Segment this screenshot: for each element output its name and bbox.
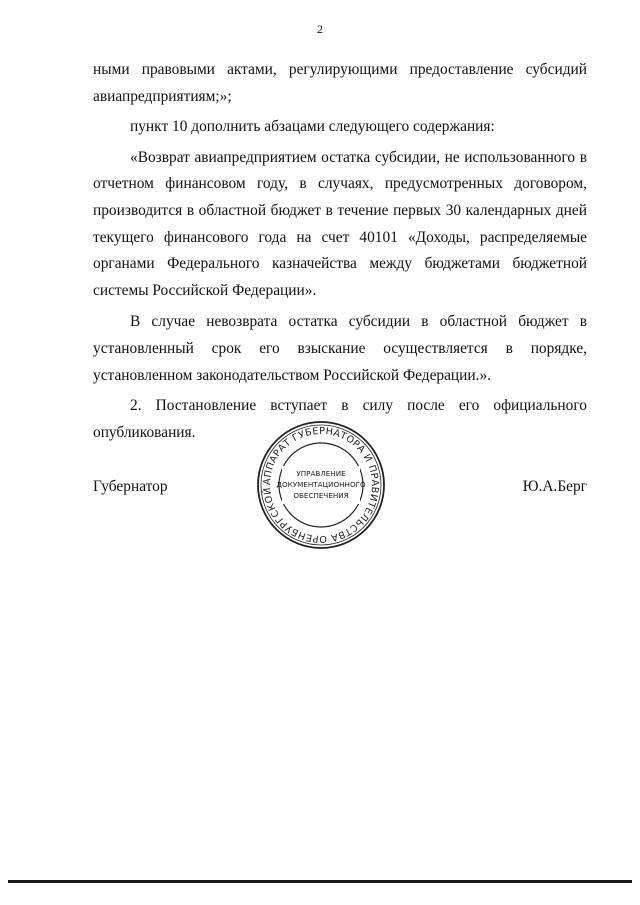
text-line: текущего финансового года на счет 40101 «Доходы, распределяемые: [93, 228, 587, 246]
signatory-title: Губернатор: [93, 478, 168, 495]
document-body: [93, 57, 587, 446]
text-line: 2. Постановление вступает в силу после его официального: [130, 397, 587, 415]
bottom-border-line: [8, 880, 632, 883]
stamp-seal-graphic: [254, 418, 388, 552]
paragraph-continuation: [93, 57, 587, 110]
stamp-inner-line: ОБЕСПЕЧЕНИЯ: [293, 491, 349, 500]
text-line: установленный срок его взыскание осуществляется в порядке,: [93, 339, 587, 357]
text-line: В случае невозврата остатка субсидии в областной бюджет в: [130, 313, 587, 331]
stamp-outer-text: АППАРАТ ГУБЕРНАТОРА И ПРАВИТЕЛЬСТВА ОРЕНБУРГСКОЙ: [261, 425, 381, 545]
page-number: 2: [317, 22, 323, 36]
paragraph-non-return: [93, 309, 587, 389]
paragraph-amendment-intro: [93, 114, 587, 141]
text-line: «Возврат авиапредприятием остатка субсидии, не использованного в: [130, 148, 587, 166]
text-line: опубликования.: [93, 423, 196, 441]
text-line: системы Российской Федерации».: [93, 281, 317, 299]
text-line: ными правовыми актами, регулирующими предоставление субсидий: [93, 61, 587, 78]
text-line: отчетном финансовом году, в случаях, предусмотренных договором,: [93, 175, 587, 193]
text-line: авиапредприятиям;»;: [93, 87, 232, 105]
official-stamp: [254, 418, 388, 552]
text-line: органами Федерального казначейства между бюджетами бюджетной: [93, 255, 587, 273]
paragraph-subsidy-return: [93, 145, 587, 305]
stamp-inner-line: УПРАВЛЕНИЕ: [296, 469, 346, 478]
stamp-inner-line: ДОКУМЕНТАЦИОННОГО: [276, 480, 366, 489]
signatory-name: Ю.А.Берг: [522, 478, 587, 495]
text-line: установленном законодательством Российской Федерации.».: [93, 366, 492, 384]
text-line: производится в областной бюджет в течение первых 30 календарных дней: [93, 201, 587, 219]
text-line: пункт 10 дополнить абзацами следующего содержания:: [130, 118, 495, 136]
